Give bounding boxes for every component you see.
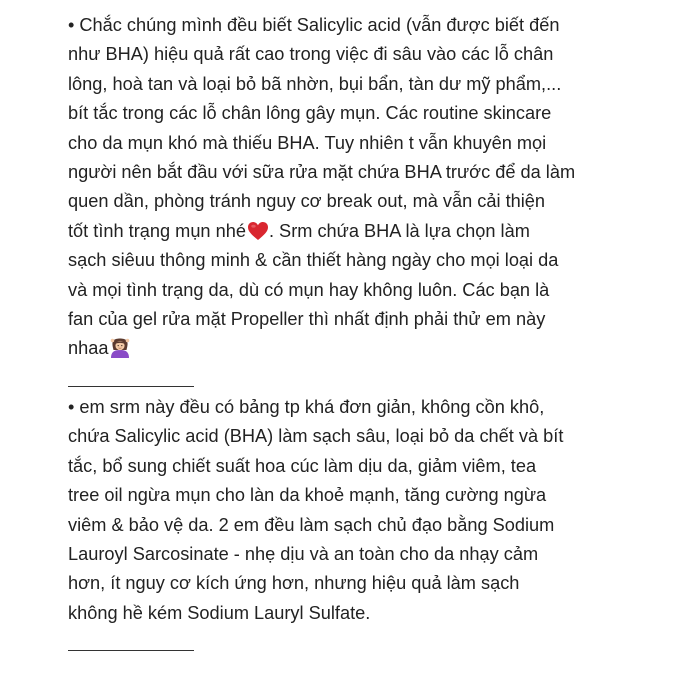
separator-line xyxy=(68,364,660,393)
text-segment: tốt tình trạng mụn nhé xyxy=(68,220,246,241)
text-line: người nên bắt đầu với sữa rửa mặt chứa BHA trước để da làm xyxy=(68,161,576,182)
text-line-with-emoji xyxy=(68,334,660,363)
separator-rule xyxy=(68,650,194,651)
text-line: Lauroyl Sarcosinate - nhẹ dịu và an toàn cho da nhạy cảm xyxy=(68,544,539,565)
text-line: hơn, ít nguy cơ kích ứng hơn, nhưng hiệu quả làm sạch xyxy=(68,573,520,594)
text-line: và mọi tình trạng da, dù có mụn hay không luôn. Các bạn là xyxy=(68,279,550,300)
paragraph-2 xyxy=(68,393,660,628)
text-line: • em srm này đều có bảng tp khá đơn giản, không cồn khô, xyxy=(68,397,545,418)
paragraph-1 xyxy=(68,11,660,364)
text-segment: nhaa xyxy=(68,338,109,359)
text-line: tắc, bổ sung chiết suất hoa cúc làm dịu da, giảm viêm, tea xyxy=(68,455,537,476)
red-heart-icon xyxy=(247,221,269,241)
text-line: tree oil ngừa mụn cho làn da khoẻ mạnh, tăng cường ngừa xyxy=(68,485,547,506)
text-segment: . Srm chứa BHA là lựa chọn làm xyxy=(268,220,530,241)
text-line: không hề kém Sodium Lauryl Sulfate. xyxy=(68,602,371,623)
separator-rule xyxy=(68,386,194,387)
text-line: quen dần, phòng tránh nguy cơ break out, mà vẫn cải thiện xyxy=(68,191,546,212)
text-line: bít tắc trong các lỗ chân lông gây mụn. Các routine skincare xyxy=(68,103,552,124)
text-line: chứa Salicylic acid (BHA) làm sạch sâu, loại bỏ da chết và bít xyxy=(68,426,564,447)
text-line: • Chắc chúng mình đều biết Salicylic acid (vẫn được biết đến xyxy=(68,15,560,35)
separator-line xyxy=(68,628,660,657)
text-line: fan của gel rửa mặt Propeller thì nhất định phải thử em này xyxy=(68,308,546,329)
text-line: như BHA) hiệu quả rất cao trong việc đi sâu vào các lỗ chân xyxy=(68,44,554,65)
note-content xyxy=(68,11,660,658)
woman-gesturing-ok-icon xyxy=(109,337,131,359)
text-line: viêm & bảo vệ da. 2 em đều làm sạch chủ đạo bằng Sodium xyxy=(68,514,555,535)
text-line-with-heart xyxy=(68,217,660,246)
text-line: lông, hoà tan và loại bỏ bã nhờn, bụi bẩn, tàn dư mỹ phẩm,... xyxy=(68,73,562,94)
text-line: sạch siêuu thông minh & cần thiết hàng ngày cho mọi loại da xyxy=(68,250,559,271)
text-line: cho da mụn khó mà thiếu BHA. Tuy nhiên t vẫn khuyên mọi xyxy=(68,132,547,153)
